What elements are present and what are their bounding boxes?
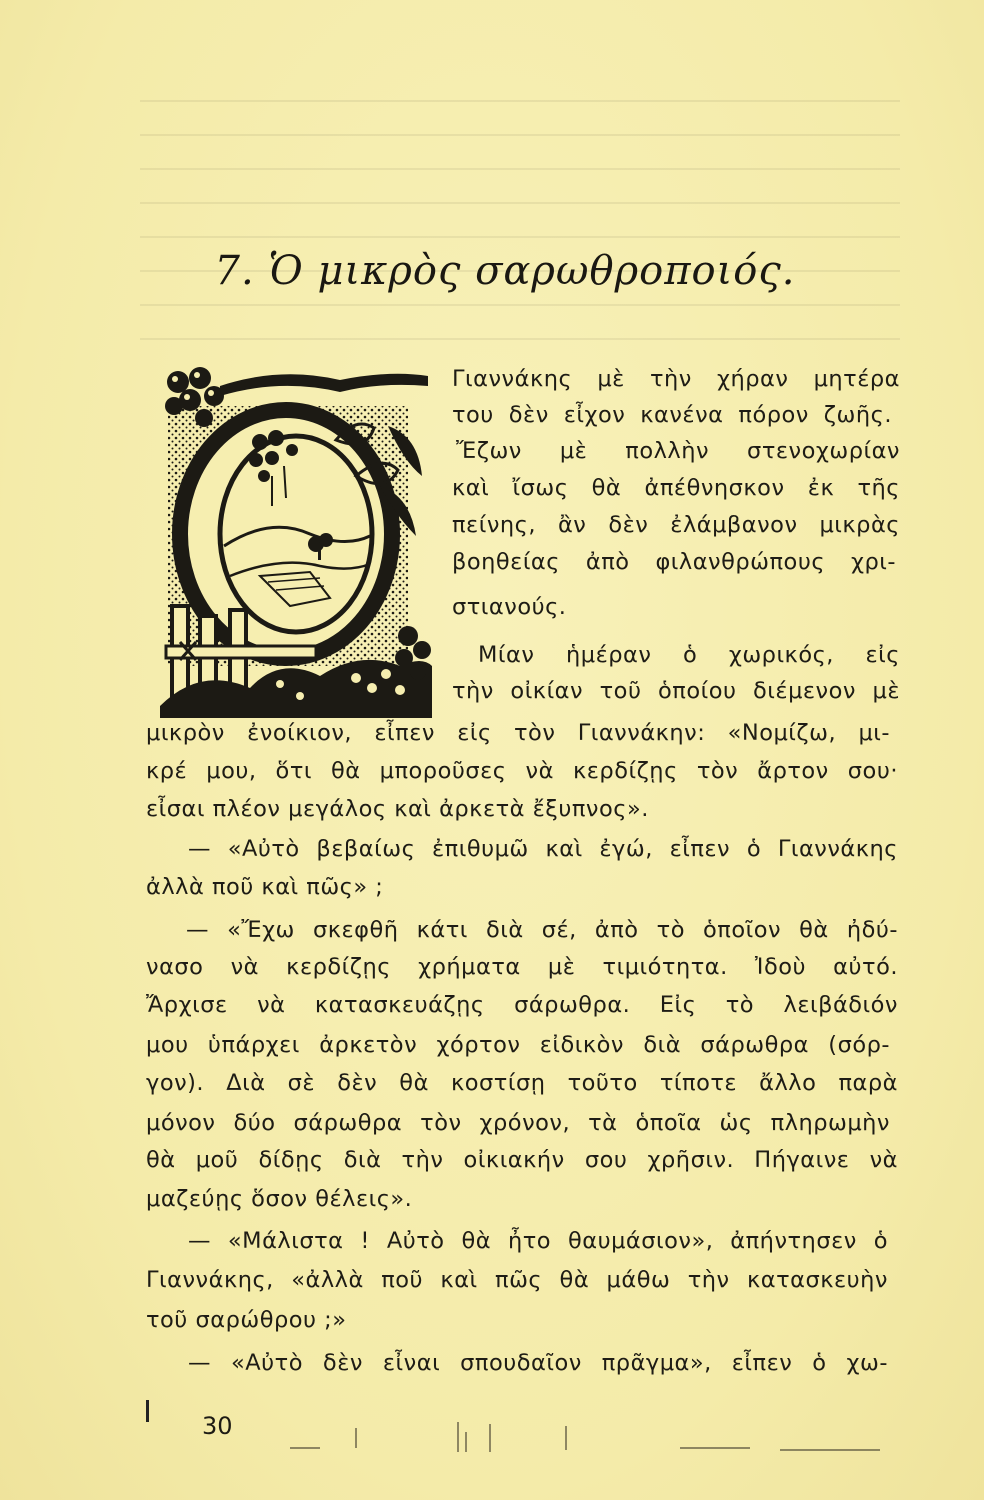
text-line: γον). Διὰ σὲ δὲν θὰ κοστίσῃ τοῦτο τίποτε ἄλλο παρὰ bbox=[146, 1070, 898, 1096]
text-line: Ἔζων μὲ πολλὴν στενοχωρίαν bbox=[456, 438, 900, 464]
decorated-initial-landscape-icon bbox=[160, 366, 432, 718]
text-line: νασο νὰ κερδίζῃς χρήματα μὲ τιμιότητα. Ἰδοὺ αὐτό. bbox=[146, 954, 898, 980]
text-line: Γιαννάκης, «ἀλλὰ ποῦ καὶ πῶς θὰ μάθω τὴν κατασκευὴν bbox=[146, 1267, 888, 1293]
print-show-through-marks bbox=[280, 1418, 900, 1462]
text-line: τὴν οἰκίαν τοῦ ὁποίου διέμενον μὲ bbox=[452, 678, 900, 704]
text-line: Ἄρχισε νὰ κατασκευάζῃς σάρωθρα. Εἰς τὸ λειβάδιόν bbox=[146, 992, 898, 1018]
text-line: στιανούς. bbox=[452, 594, 567, 620]
text-line: — «Αὐτὸ βεβαίως ἐπιθυμῶ καὶ ἐγώ, εἶπεν ὁ Γιαννάκης bbox=[188, 836, 898, 862]
text-line: ἀλλὰ ποῦ καὶ πῶς» ; bbox=[146, 874, 384, 900]
chapter-title: 7. Ὁ μικρὸς σαρωθροποιός. bbox=[214, 248, 796, 294]
text-line: θὰ μοῦ δίδῃς διὰ τὴν οἰκιακήν σου χρῆσιν. Πήγαινε νὰ bbox=[146, 1147, 898, 1173]
text-line: Μίαν ἡμέραν ὁ χωρικός, εἰς bbox=[478, 642, 900, 668]
text-line: μαζεύῃς ὅσον θέλεις». bbox=[146, 1186, 413, 1212]
text-line: πείνης, ἂν δὲν ἐλάμβανον μικρὰς bbox=[452, 512, 900, 538]
show-through-texture bbox=[140, 100, 900, 360]
page-number: 30 bbox=[202, 1412, 233, 1440]
text-line: — «Ἔχω σκεφθῆ κάτι διὰ σέ, ἀπὸ τὸ ὁποῖον θὰ ἠδύ- bbox=[186, 917, 898, 943]
text-line: — «Μάλιστα ! Αὐτὸ θὰ ἦτο θαυμάσιον», ἀπήντησεν ὁ bbox=[188, 1228, 888, 1254]
text-line: Γιαννάκης μὲ τὴν χήραν μητέρα bbox=[452, 366, 900, 392]
text-line: βοηθείας ἀπὸ φιλανθρώπους χρι- bbox=[452, 549, 896, 575]
text-line: μόνον δύο σάρωθρα τὸν χρόνον, τὰ ὁποῖα ὡς πληρωμὴν bbox=[146, 1110, 890, 1136]
text-line: — «Αὐτὸ δὲν εἶναι σπουδαῖον πρᾶγμα», εἶπεν ὁ χω- bbox=[188, 1350, 888, 1376]
margin-mark bbox=[146, 1400, 149, 1422]
text-line: μικρὸν ἐνοίκιον, εἶπεν εἰς τὸν Γιαννάκην: «Νομίζω, μι- bbox=[146, 720, 890, 746]
text-line: κρέ μου, ὅτι θὰ μποροῦσες νὰ κερδίζῃς τὸν ἄρτον σου· bbox=[146, 758, 898, 784]
text-line: εἶσαι πλέον μεγάλος καὶ ἀρκετὰ ἔξυπνος». bbox=[146, 796, 649, 822]
text-line: καὶ ἴσως θὰ ἀπέθνησκον ἐκ τῆς bbox=[452, 475, 900, 501]
text-line: τοῦ σαρώθρου ;» bbox=[146, 1307, 347, 1333]
text-line: μου ὑπάρχει ἀρκετὸν χόρτον εἰδικὸν διὰ σάρωθρα (σόρ- bbox=[146, 1032, 890, 1058]
text-line: του δὲν εἶχον κανένα πόρον ζωῆς. bbox=[452, 402, 892, 428]
